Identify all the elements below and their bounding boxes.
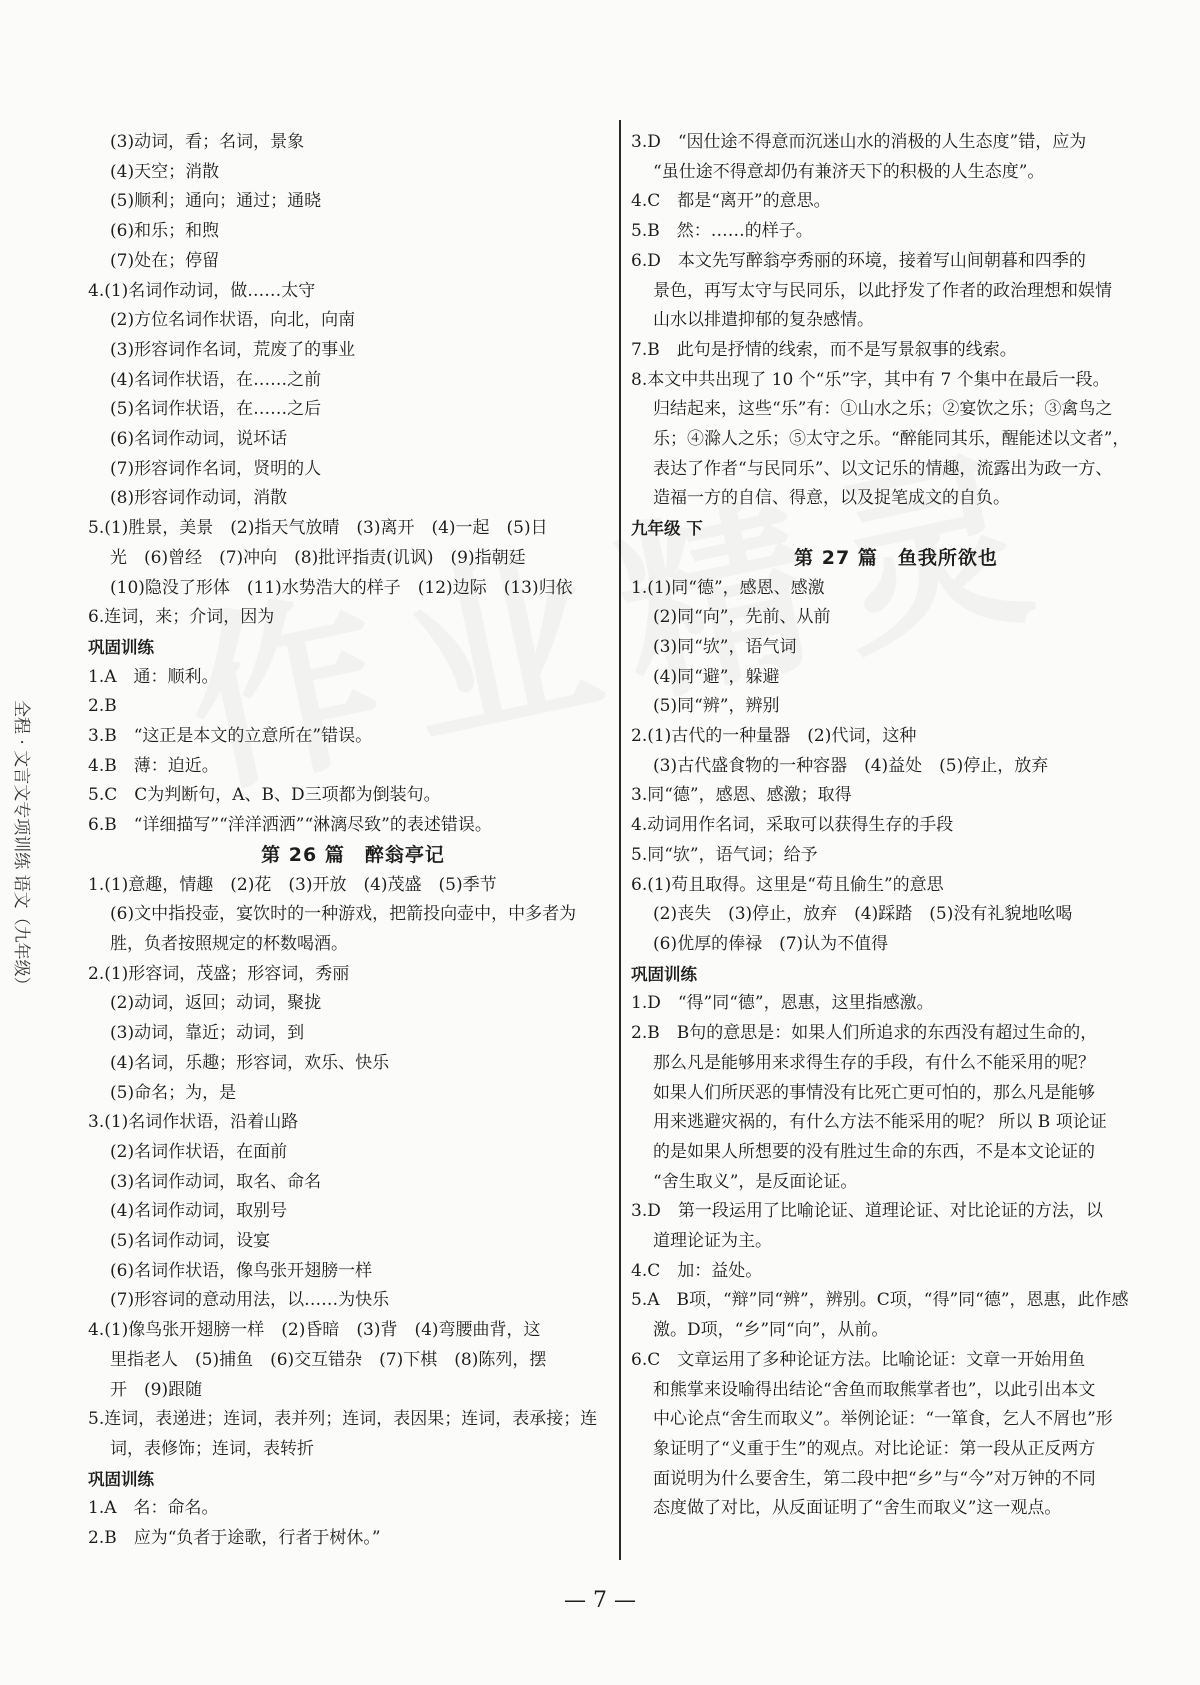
answer-line: 5.连词，表递进；连词，表并列；连词，表因果；连词，表承接；连 — [88, 1409, 598, 1430]
answer-line: (3)动词，靠近；动词，到 — [110, 1023, 305, 1044]
answer-line: 表达了作者“与民同乐”、以文记乐的情趣，流露出为政一方、 — [653, 458, 1113, 479]
answer-line: 3.D “因仕途不得意而沉迷山水的消极的人生态度”错，应为 — [631, 132, 1087, 152]
answer-line: (6)和乐；和煦 — [110, 221, 220, 242]
answer-line: 造福一方的自信、得意，以及捉笔成文的自负。 — [653, 488, 1010, 509]
answer-line: 5.同“欤”，语气词；给予 — [631, 844, 818, 865]
section-heading: 九年级 下 — [631, 519, 703, 539]
answer-line: (6)文中指投壶，宴饮时的一种游戏，把箭投向壶中，中多者为 — [110, 904, 577, 925]
side-label — [10, 700, 40, 1130]
answer-line: 和熊掌来设喻得出结论“舍鱼而取熊掌者也”，以此引出本文 — [653, 1379, 1096, 1400]
answer-line: 5.C C为判断句，A、B、D三项都为倒装句。 — [88, 785, 441, 806]
answer-line: 4.(1)名词作动词，做……太守 — [88, 280, 316, 301]
section-heading: 巩固训练 — [88, 1469, 154, 1489]
answer-line: 6.B “详细描写”“洋洋洒洒”“淋漓尽致”的表述错误。 — [88, 815, 492, 836]
page-number: — 7 — — [564, 1588, 636, 1613]
answer-line: (3)形容词作名词，荒废了的事业 — [110, 339, 356, 360]
answer-line: (4)名词作状语，在……之前 — [110, 369, 322, 390]
answer-line: (2)动词，返回；动词，聚拢 — [110, 993, 322, 1014]
answer-line: 激。D项，“乡”同“向”，从前。 — [653, 1320, 889, 1341]
answer-line: 中心论点“舍生而取义”。举例论证：“一箪食，乞人不屑也”形 — [653, 1409, 1113, 1430]
answer-line: 2.B — [88, 696, 117, 717]
answer-line: (3)同“欤”，语气词 — [653, 636, 797, 657]
answer-line: (6)名词作动词，说坏话 — [110, 429, 288, 450]
answer-line: 5.B 然：……的样子。 — [631, 221, 813, 242]
answer-line: 1.D “得”同“德”，恩惠，这里指感激。 — [631, 993, 934, 1014]
answer-line: (7)处在；停留 — [110, 250, 220, 271]
answer-line: 3.B “这正是本文的立意所在”错误。 — [88, 726, 373, 747]
answer-line: 归结起来，这些“乐”有：①山水之乐；②宴饮之乐；③禽鸟之 — [653, 399, 1113, 420]
answer-line: (5)名词作动词，设宴 — [110, 1231, 271, 1252]
answer-line: 6.连词，来；介词，因为 — [88, 607, 275, 628]
answer-line: 5.A B项，“辩”同“辨”，辨别。C项，“得”同“德”，恩惠，此作感 — [631, 1290, 1129, 1311]
answer-line: (6)名词作状语，像鸟张开翅膀一样 — [110, 1260, 373, 1281]
answer-line: 开 (9)跟随 — [110, 1379, 203, 1400]
answer-line: 6.D 本文先写醉翁亭秀丽的环境，接着写山间朝暮和四季的 — [631, 250, 1086, 271]
answer-line: 如果人们所厌恶的事情没有比死亡更可怕的，那么凡是能够 — [653, 1082, 1095, 1103]
answer-line: 面说明为什么要舍生，第二段中把“乡”与“今”对万钟的不同 — [653, 1468, 1096, 1489]
answer-line: 山水以排遣抑郁的复杂感情。 — [653, 310, 874, 331]
section-title: 第 26 篇 醉翁亭记 — [261, 843, 445, 866]
answer-line: (2)方位名词作状语，向北，向南 — [110, 310, 356, 331]
answer-line: 2.B B句的意思是：如果人们所追求的东西没有超过生命的， — [631, 1023, 1098, 1044]
answer-line: (2)丧失 (3)停止，放弃 (4)踩踏 (5)没有礼貌地吆喝 — [653, 904, 1073, 925]
column-divider — [619, 120, 621, 1560]
answer-line: 景色，再写太守与民同乐，以此抒发了作者的政治理想和娱情 — [653, 280, 1112, 301]
answer-line: 1.A 通：顺利。 — [88, 666, 219, 687]
answer-line: 3.同“德”，感恩、感激；取得 — [631, 785, 852, 806]
answer-line: 1.(1)同“德”，感恩、感激 — [631, 577, 825, 598]
answer-line: “舍生取义”，是反面论证。 — [653, 1171, 858, 1192]
section-heading: 巩固训练 — [88, 637, 154, 657]
answer-line: 4.C 加：益处。 — [631, 1260, 763, 1281]
answer-line: (4)名词作动词，取别号 — [110, 1201, 288, 1222]
answer-line: (3)名词作动词，取名、命名 — [110, 1171, 322, 1192]
answer-line: 乐；④滁人之乐；⑤太守之乐。“醉能同其乐，醒能述以文者”， — [653, 429, 1130, 450]
answer-line: 8.本文中共出现了 10 个“乐”字，其中有 7 个集中在最后一段。 — [631, 369, 1110, 390]
answer-line: 1.(1)意趣，情趣 (2)花 (3)开放 (4)茂盛 (5)季节 — [88, 874, 497, 895]
answer-line: 4.C 都是“离开”的意思。 — [631, 191, 831, 212]
answer-line: (8)形容词作动词，消散 — [110, 488, 288, 509]
answer-line: 词，表修饰；连词，表转折 — [110, 1438, 314, 1459]
answer-line: 2.B 应为“负者于途歌，行者于树休。” — [88, 1528, 381, 1549]
answer-line: 象证明了“义重于生”的观点。对比论证：第一段从正反两方 — [653, 1438, 1096, 1459]
answer-line: 道理论证为主。 — [653, 1231, 772, 1252]
side-label-text: 全程 · 文言文专项训练 语文（九年级） — [11, 700, 31, 994]
answer-line: (3)古代盛食物的一种容器 (4)益处 (5)停止，放弃 — [653, 755, 1049, 776]
answer-line: 里指老人 (5)捕鱼 (6)交互错杂 (7)下棋 (8)陈列，摆 — [110, 1349, 547, 1370]
answer-line: (4)同“避”，躲避 — [653, 666, 780, 687]
answer-line: 4.B 薄：迫近。 — [88, 755, 219, 776]
answer-line: 光 (6)曾经 (7)冲向 (8)批评指责(讥讽) (9)指朝廷 — [110, 547, 526, 568]
answer-line: (5)名词作状语，在……之后 — [110, 399, 322, 420]
answer-line: 用来逃避灾祸的，有什么方法不能采用的呢？ 所以 B 项论证 — [653, 1112, 1107, 1133]
answer-line: (2)同“向”，先前、从前 — [653, 607, 831, 628]
answer-line: 6.C 文章运用了多种论证方法。比喻论证：文章一开始用鱼 — [631, 1349, 1086, 1370]
answer-line: 6.(1)苟且取得。这里是“苟且偷生”的意思 — [631, 874, 944, 895]
answer-line: 3.(1)名词作状语，沿着山路 — [88, 1112, 299, 1133]
answer-line: 2.(1)古代的一种量器 (2)代词，这种 — [631, 726, 917, 747]
answer-line: (7)形容词作名词，贤明的人 — [110, 458, 322, 479]
answer-line: 2.(1)形容词，茂盛；形容词，秀丽 — [88, 963, 350, 984]
answer-line: (5)顺利；通向；通过；通晓 — [110, 191, 322, 212]
answer-line: 1.A 名：命名。 — [88, 1498, 219, 1519]
answer-line: 态度做了对比，从反面证明了“舍生而取义”这一观点。 — [653, 1498, 1062, 1519]
section-heading: 巩固训练 — [631, 964, 697, 984]
answer-line: “虽仕途不得意却仍有兼济天下的积极的人生态度”。 — [653, 161, 1045, 182]
answer-line: (7)形容词的意动用法，以……为快乐 — [110, 1290, 390, 1311]
answer-line: 的是如果人所想要的没有胜过生命的东西，不是本文论证的 — [653, 1141, 1095, 1162]
answer-line: 胜，负者按照规定的杯数喝酒。 — [110, 933, 348, 954]
answer-line: (2)名词作状语，在面前 — [110, 1141, 288, 1162]
answer-line: 3.D 第一段运用了比喻论证、道理论证、对比论证的方法，以 — [631, 1201, 1103, 1222]
answer-line: (4)天空；消散 — [110, 161, 220, 182]
section-title: 第 27 篇 鱼我所欲也 — [794, 546, 998, 569]
answer-line: 那么凡是能够用来求得生存的手段，有什么不能采用的呢？ — [653, 1052, 1095, 1073]
answer-line: 7.B 此句是抒情的线索，而不是写景叙事的线索。 — [631, 339, 1017, 360]
answer-line: (5)命名；为，是 — [110, 1082, 237, 1103]
answer-line: (5)同“辨”，辨别 — [653, 696, 780, 717]
answer-line: (10)隐没了形体 (11)水势浩大的样子 (12)边际 (13)归依 — [110, 577, 573, 598]
left-column — [88, 128, 618, 1554]
answer-line: (3)动词，看；名词，景象 — [110, 132, 305, 152]
answer-line: 4.动词用作名词，采取可以获得生存的手段 — [631, 815, 954, 836]
answer-line: (6)优厚的俸禄 (7)认为不值得 — [653, 933, 889, 954]
right-column — [631, 128, 1161, 1524]
answer-line: (4)名词，乐趣；形容词，欢乐、快乐 — [110, 1052, 390, 1073]
answer-line: 5.(1)胜景，美景 (2)指天气放晴 (3)离开 (4)一起 (5)日 — [88, 518, 548, 539]
answer-line: 4.(1)像鸟张开翅膀一样 (2)昏暗 (3)背 (4)弯腰曲背，这 — [88, 1320, 541, 1341]
